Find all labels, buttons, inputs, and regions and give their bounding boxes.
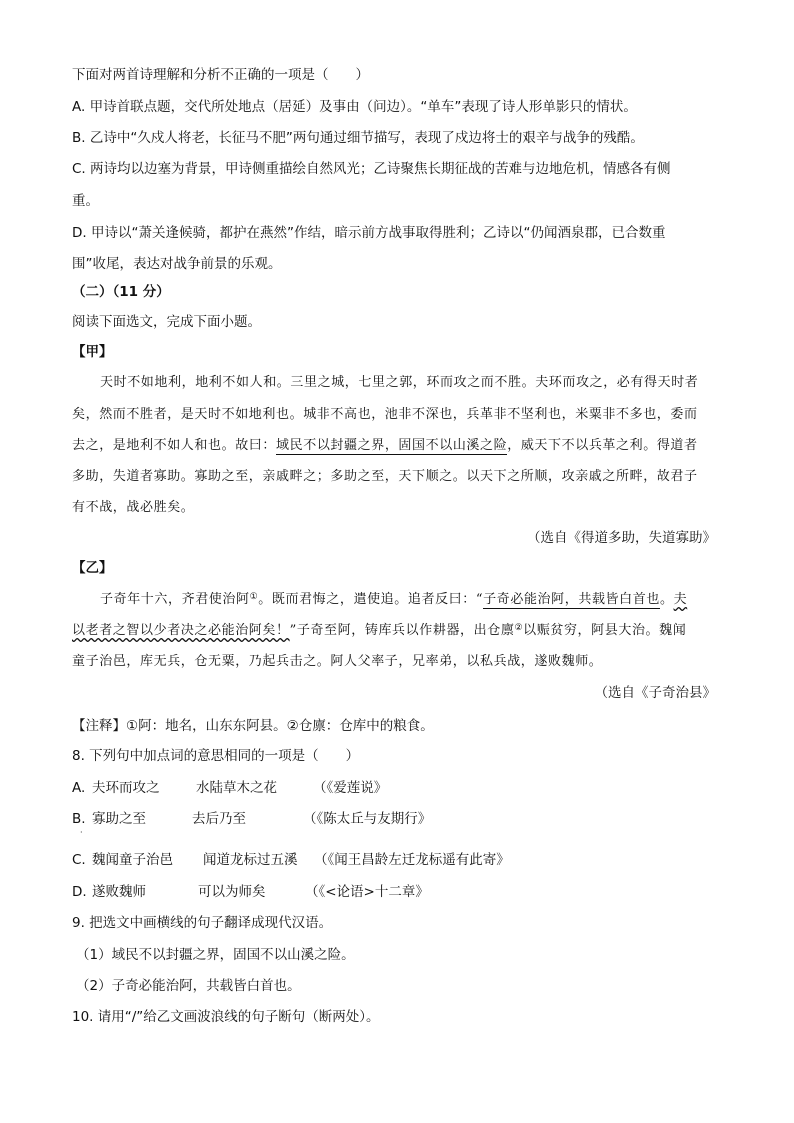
q8-stem: 8. 下列句中加点词的意思相同的一项是（ ）: [72, 748, 360, 764]
q8-option-phrase-2: 可以为师矣: [198, 884, 266, 900]
passage-jia-line: 天时不如地利，地利不如人和。三里之城，七里之郭，环而攻之而不胜。夫环而攻之，必有得天时者: [100, 375, 699, 390]
footnote-marker: ②: [514, 623, 524, 633]
underlined-sentence-1: 域民不以封疆之界，固国不以山溪之险: [276, 438, 508, 453]
q8-option-source: （《闻王昌龄左迁龙标遥有此寄》: [314, 852, 510, 868]
section-instruction: 阅读下面选文，完成下面小题。: [72, 314, 261, 330]
passage-yi-text: ”子奇至阿，铸库兵以作耕器，出仓廪: [289, 623, 515, 638]
q7-stem: 下面对两首诗理解和分析不正确的一项是（ ）: [72, 67, 369, 83]
passage-yi-line: 童子治邑，库无兵，仓无粟，乃起兵击之。阿人父率子，兄率弟，以私兵战，遂败魏师。: [72, 654, 603, 669]
q9-part-2: （2）子奇必能治阿，共载皆白首也。: [76, 978, 301, 994]
q7-option-d-cont: 围”收尾，表达对战争前景的乐观。: [72, 256, 282, 272]
q8-option-source: （《陈太丘与友期行》: [303, 811, 432, 827]
q7-option-c-cont: 重。: [72, 193, 99, 209]
passage-yi-text: 以赈贫穷，阿县大治。魏闻: [523, 623, 687, 638]
passage-jia-line: 有不战，战必胜矣。: [72, 500, 195, 515]
q8-option-letter: C.: [72, 852, 86, 868]
q8-option-source: （《爱莲说》: [313, 780, 388, 796]
q8-option-letter: D.: [72, 884, 87, 900]
passage-jia-line: 多助，失道者寡助。寡助之至，亲戚畔之；多助之至，天下顺之。以天下之所顺，攻亲戚之所畔，故君子: [72, 469, 698, 484]
passage-yi-label: 【乙】: [72, 560, 113, 576]
q7-option-d: D. 甲诗以“萧关逢候骑，都护在燕然”作结，暗示前方战事取得胜利；乙诗以“仍闻酒泉郡，已合数重: [72, 225, 666, 241]
passage-yi-line: [100, 591, 687, 609]
passage-yi-text: 。: [659, 592, 674, 607]
q8-option-phrase-2: 去后乃至: [192, 811, 246, 827]
passage-jia-text: 去之，是地利不如人和也。故曰：: [72, 438, 277, 453]
passage-yi-text: 。既而君悔之，遣使追。追者反曰：“: [258, 592, 484, 607]
q8-option-letter: B.: [72, 811, 86, 827]
q8-option-phrase-1: 遂败魏师: [92, 884, 146, 900]
q9-stem: 9. 把选文中画横线的句子翻译成现代汉语。: [72, 915, 333, 931]
passage-jia-text: ，威天下不以兵革之利。得道者: [507, 438, 698, 453]
q8-option-letter: A.: [72, 780, 86, 796]
passage-jia-line: 矣，然而不胜者，是天时不如地利也。城非不高也，池非不深也，兵革非不坚利也，米粟非不多也，委而: [72, 407, 698, 422]
q10-stem: 10. 请用“/”给乙文画波浪线的句子断句（断两处）。: [72, 1009, 380, 1025]
q9-part-1: （1）域民不以封疆之界，固国不以山溪之险。: [76, 947, 355, 963]
q8-option-phrase-1: 魏闻童子治邑: [92, 852, 173, 868]
q8-option-phrase-2: 闻道龙标过五溪: [203, 852, 298, 868]
q8-option-phrase-1: 夫环而攻之: [92, 780, 160, 796]
q7-option-b: B. 乙诗中“久戍人将老，长征马不肥”两句通过细节描写，表现了戍边将士的艰辛与战争的残酷。: [72, 130, 644, 146]
section-heading: （二）（11 分）: [72, 284, 170, 300]
passage-jia-source: （选自《得道多助，失道寡助》: [527, 530, 716, 546]
footnote-marker: ①: [249, 592, 259, 602]
passage-yi-line: [72, 622, 686, 640]
wavy-sentence: 以老者之智以少者决之必能治阿矣！: [72, 623, 290, 638]
stray-mark: ·: [80, 828, 83, 837]
passage-yi-source: （选自《子奇治县》: [594, 685, 716, 701]
q7-option-a: A. 甲诗首联点题，交代所处地点（居延）及事由（问边）。“单车”表现了诗人形单影只的情状。: [72, 99, 637, 115]
underlined-sentence-2: 子奇必能治阿，共载皆白首也: [483, 592, 660, 607]
q8-option-phrase-2: 水陆草木之花: [196, 780, 277, 796]
q7-option-c: C. 两诗均以边塞为背景，甲诗侧重描绘自然风光；乙诗聚焦长期征战的苦难与边地危机，情感各有侧: [72, 161, 671, 177]
passage-yi-text: 子奇年十六，齐君使治阿: [100, 592, 250, 607]
annotation-note: 【注释】①阿：地名，山东东阿县。②仓廪：仓库中的粮食。: [72, 718, 434, 734]
passage-jia-label: 【甲】: [72, 344, 113, 360]
passage-jia-line: [72, 437, 698, 455]
q8-option-source: （《<论语>十二章》: [305, 884, 429, 900]
wavy-sentence-start: 夫: [673, 592, 688, 607]
q8-option-phrase-1: 寡助之至: [92, 811, 146, 827]
